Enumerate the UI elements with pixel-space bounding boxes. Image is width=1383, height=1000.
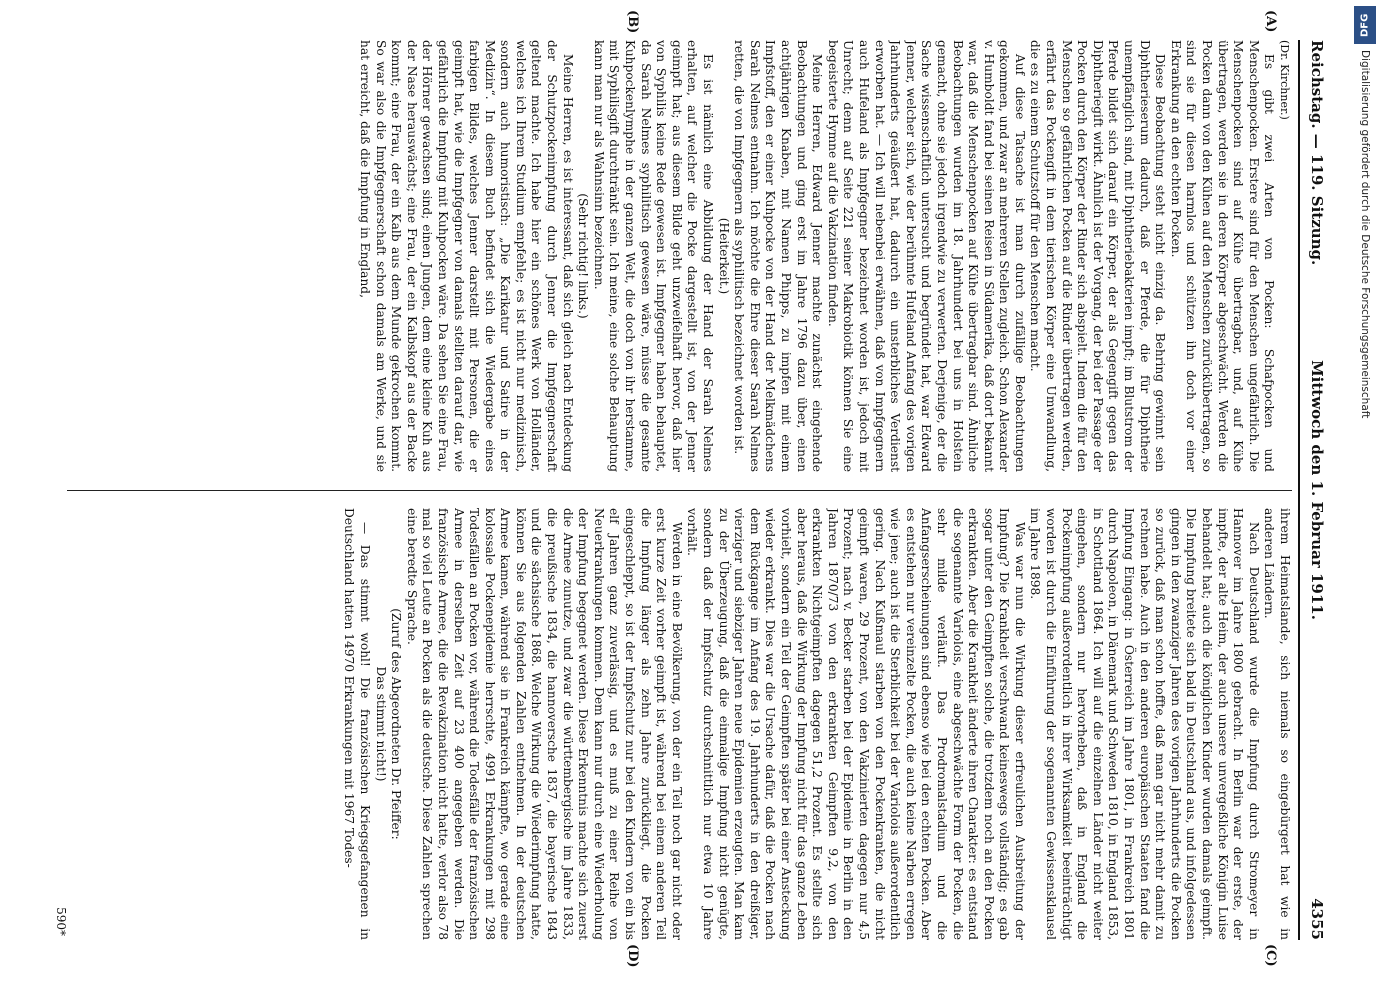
right-column: [67, 508, 1292, 940]
interjection: (Sehr richtig! links.): [576, 193, 591, 319]
interjection: (Heiterkeit.): [716, 217, 731, 295]
text-columns: [67, 40, 1292, 940]
header-left: Reichstag. — 119. Sitzung.: [1308, 40, 1326, 266]
margin-marker-c: (C): [1263, 944, 1278, 967]
digitization-stamp: [1352, 6, 1378, 994]
header-date: Mittwoch den 1. Februar 1911.: [1308, 360, 1326, 620]
stamp-credit-text: Digitalisierung gefördert durch die Deutsche Forschungsgemeinschaft: [1359, 50, 1371, 419]
paragraph: Es gibt zwei Arten von Pocken: Schafpocken und Menschenpocken. Erstere sind für den Menschen ungefährlich. Die Menschenpocken sind auf Kühe übertragbar, und, auf Kühe übertragen, werden sie in deren Körper abgeschwächt. Werden die Pocken dann von den Kühen auf den Menschen zurückübertragen, so sind sie für diesen harmlos und schützen ihn doch vor einer Erkrankung an den echten Pocken.: [1168, 40, 1277, 472]
margin-marker-d: (D): [625, 944, 640, 968]
paragraph: Nach Deutschland wurde die Impfung durch Stromeyer in Hannover im Jahre 1800 gebracht. In Berlin war der erste, der impfte, der alte Heim, der auch unsere unvergeßliche Königin Luise behandelt hat; auch die königlichen Kinder wurden damals geimpft. Die Impfung breitete sich bald in Deutschland aus, und infolgedessen gingen in den zwanziger Jahren des vorigen Jahrhunderts die Pocken so zurück, daß man schon hoffte, daß man gar nicht mehr damit zu rechnen habe. Auch in den anderen europäischen Staaten fand die Impfung Eingang: in Österreich im Jahre 1801, in Frankreich 1801 durch Napoleon, in Dänemark und Schweden 1810, in England 1853, in Schottland 1864. Ich will auf die einzelnen Länder nicht weiter eingehen, sondern nur hervorheben, daß in England die Pockenimpfung außerordentlich in ihrer Wirksamkeit beeinträchtigt worden ist durch die Einführung der sogenannten Gewissensklausel im Jahre 1898.: [1028, 508, 1261, 940]
paragraph: Diese Beobachtung steht nicht einzig da. Behring gewinnt sein Diphtherieserum dadurch, daß er Pferde, die für Diphtherie unempfänglich sind, mit Diphtheriebakterien impft; im Blutstrom der Pferde bildet sich darauf ein Körper, der als Gegengift gegen das Diphtheriegift wirkt. Ähnlich ist der Vorgang, der bei der Passage der Pocken durch den Körper der Rinder sich abspielt. Indem die für den Menschen so gefährlichen Pocken auf die Rinder übertragen werden, erfährt das Pockengift in dem tierischen Körper eine Umwandlung, die es zu einem Schutzstoff für den Menschen macht.: [1028, 40, 1168, 472]
paragraph: Es ist nämlich eine Abbildung der Hand der Sarah Nelmes erhalten, auf welcher die Pocke dargestellt ist, von der Jenner geimpft hat; aus diesem Bilde geht unzweifelhaft hervor, daß hier von Syphilis keine Rede gewesen ist. Impfgegner haben behauptet, da Sarah Nelmes syphilitisch gewesen wäre, müsse die gesamte Kuhpockenlymphe in der ganzen Welt, die doch von ihr herstamme, mit Syphilisgift durchtränkt sein. Ich meine, eine solche Behauptung kann man nur als Wahnsinn bezeichnen.: [591, 40, 716, 472]
paragraph: Was war nun die Wirkung dieser erfreulichen Ausbreitung der Impfung? Die Krankheit verschwand keineswegs vollständig; es gab sogar unter den Geimpften solche, die trotzdem noch an den Pocken erkrankten. Aber die Krankheit änderte ihren Charakter: es entstand die sogenannte Variolois, eine abgeschwächte Form der Pocken, die sehr milde verläuft. Das Prodromalstadium und die Anfangserscheinungen sind ebenso wie bei den echten Pocken. Aber es entstehen nur vereinzelte Pocken, die auch keine Narben erregen wie jene; auch ist die Sterblichkeit bei der Variolois außerordentlich gering. Nach Kußmaul starben von den Pockenkranken, die nicht geimpft waren, 29 Prozent, von den Vakzinierten dagegen nur 4,5 Prozent; nach v. Becker starben bei der Epidemie in Berlin in den Jahren 1870/73 von den erkrankten Geimpften 9,2, von den erkrankten Nichtgeimpften dagegen 51,2 Prozent. Es stellte sich aber heraus, daß die Wirkung der Impfung nicht für das ganze Leben vorhielt, sondern ein Teil der Geimpften später bei einer Ansteckung wieder erkrankt. Dies war die Ursache dafür, daß die Pocken nach dem Rückgange im Anfang des 19. Jahrhunderts in den dreißiger, vierziger und siebziger Jahren neue Epidemien erzeugten. Man kam zu der Überzeugung, daß die einmalige Impfung nicht genügte, sondern daß der Impfschutz durchschnittlich nur etwa 10 Jahre vorhält.: [685, 508, 1027, 940]
paragraph: — Das stimmt wohl! Die französischen Kriegsgefangenen in Deutschland hatten 14970 Erkrankungen mit 1967 Todes-: [342, 508, 372, 940]
margin-marker-b: (B): [625, 10, 640, 34]
header-rule: [1298, 40, 1300, 940]
document-page: [54, 10, 1330, 968]
running-head: [1302, 40, 1330, 940]
interjection: (Zuruf des Abgeordneten Dr. Pfeiffer:: [389, 608, 404, 840]
signature-mark: 590*: [54, 907, 68, 936]
paragraph: Meine Herren, Edward Jenner machte zunächst eingehende Beobachtungen und ging erst im Jahre 1796 dazu über, einen achtjährigen Knaben, mit Namen Phipps, zu impfen mit einem Impfstoff, den er einer Kuhpocke von der Hand der Melkmädchens Sarah Nelmes entnahm. Ich möchte die Ehre dieser Sarah Nelmes retten, die von Impfgegnern als syphilitisch bezeichnet worden ist.: [732, 40, 825, 472]
speaker-tag: (Dr. Kirchner.): [1278, 40, 1291, 120]
margin-marker-a: (A): [1263, 10, 1278, 33]
page-number: 4355: [1308, 898, 1326, 940]
column-divider: [67, 490, 1292, 491]
paragraph: Auf diese Tatsache ist man durch zufällige Beobachtungen gekommen, und zwar an mehreren Stellen zugleich. Schon Alexander v. Humboldt fand bei seinen Reisen in Südamerika, daß dort bekannt war, daß die Menschenpocken auf Kühe übertragbar sind. Ähnliche Beobachtungen wurden im 18. Jahrhundert bei uns in Holstein gemacht, ohne sie jedoch irgendwie zu verwerten. Derjenige, der die Sache wissenschaftlich untersucht und begründet hat, war Edward Jenner, welcher sich, wie der berühmte Hufeland Anfang des vorigen Jahrhunderts geäußert hat, dadurch ein unsterbliches Verdienst erworben hat. — Ich will nebenbei erwähnen, daß von Impfgegnern auch Hufeland als Impfgegner bezeichnet worden ist, jedoch mit Unrecht; denn auf Seite 221 seiner Makrobiotik können Sie eine begeisterte Hymne auf die Vakzination finden.: [825, 40, 1027, 472]
interjection: Das stimmt nicht!): [373, 666, 388, 782]
left-column: [67, 40, 1292, 472]
dfg-logo: DFG: [1354, 6, 1376, 44]
paragraph: ihrem Heimatslande, sich niemals so eingebürgert hat wie in anderen Ländern.: [1262, 508, 1292, 940]
paragraph: Meine Herren, es ist interessant, daß sich gleich nach Entdeckung der Schutzpockenimpfung durch Jenner die Impfgegnerschaft geltend machte. Ich habe hier ein schönes Werk von Holländer, welches ich Ihrem Studium empfehle; es ist nicht nur medizinisch, sondern auch humoristisch: „Die Karikatur und Satire in der Medizin“. In diesem Buch befindet sich die Wiedergabe eines farbigen Bildes, welches Jenner darstellt mit Personen, die er geimpft hat, wie die Impfgegner von damals stellten darauf dar, wie gefährlich die Impfung mit Kuhpocken wäre. Da sehen Sie eine Frau, der Hörner gewachsen sind; einen Jungen, dem eine kleine Kuh aus der Nase herauswächst; eine Frau, der ein Kalbskopf aus der Backe kommt; eine Frau, der ein Kalb aus dem Munde gekrochen kommt. So war also die Impfgegnerschaft schon damals am Werke, und sie hat erreicht, daß die Impfung in England,: [357, 40, 575, 472]
paragraph: Werden in eine Bevölkerung, von der ein Teil noch gar nicht oder erst kurze Zeit vorher geimpft ist, während bei einem anderen Teil die Impfung länger als zehn Jahre zurückliegt, die Pocken eingeschleppt, so ist der Impfschutz nur bei den Kindern von ein bis elf Jahren ganz zuverlässig, und es muß zu einer Reihe von Neuerkrankungen kommen. Dem kann nur durch eine Wiederholung der Impfung begegnet werden. Diese Erkenntnis machte sich zuerst die Armee zunutze, und zwar die württembergische im Jahre 1833, die preußische 1834, die hannoversche 1837, die bayerische 1843 und die sächsische 1868. Welche Wirkung die Wiederimpfung hatte, können Sie aus folgenden Zahlen entnehmen. In der deutschen Armee kamen, während sie in Frankreich kämpfte, wo gerade eine kolossale Pockenepidemie herrschte, 4991 Erkrankungen mit 298 Todesfällen an Pocken vor, während die Todesfälle der französischen Armee in derselben Zeit auf 23 400 angegeben werden. Die französische Armee, die die Revakzination nicht hatte, verlor also 78 mal so viel Leute an Pocken als die deutsche. Diese Zahlen sprechen eine beredte Sprache.: [404, 508, 684, 940]
